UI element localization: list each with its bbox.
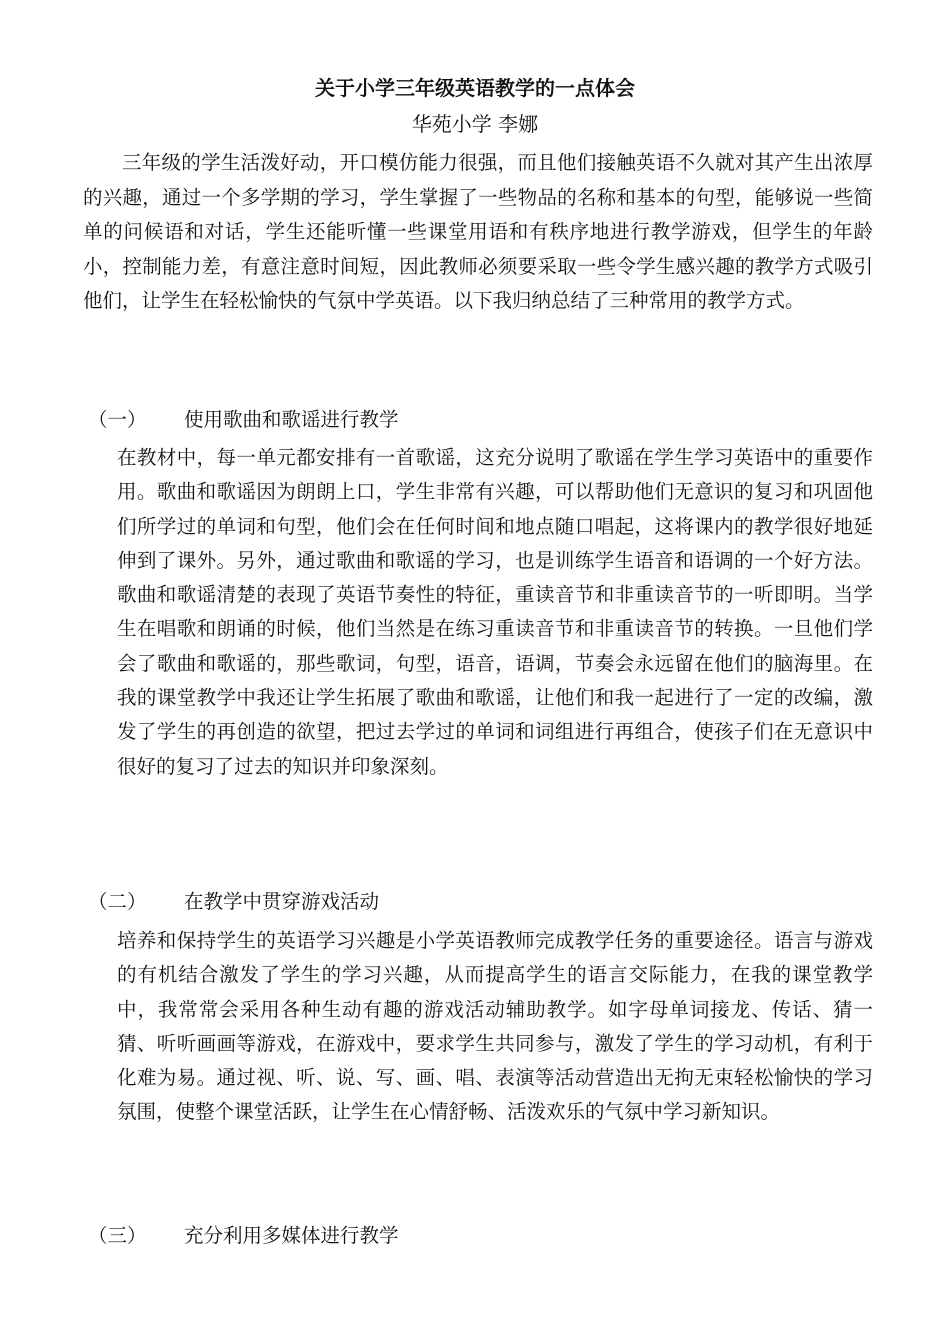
section-number-1: （一）	[88, 408, 147, 431]
section-heading-1	[88, 404, 399, 436]
section-body-2: 培养和保持学生的英语学习兴趣是小学英语教师完成教学任务的重要途径。语言与游戏的有机结合激发了学生的学习兴趣，从而提高学生的语言交际能力，在我的课堂教学中，我常常会采用各种生动有趣的游戏活动辅助教学。如字母单词接龙、传话、猜一猜、听听画画等游戏，在游戏中，要求学生共同参与，激发了学生的学习动机，有利于化难为易。通过视、听、说、写、画、唱、表演等活动营造出无拘无束轻松愉快的学习氛围，使整个课堂活跃，让学生在心情舒畅、活泼欢乐的气氛中学习新知识。	[117, 929, 873, 1124]
document-title: 关于小学三年级英语教学的一点体会	[315, 76, 635, 100]
section-title-1: 使用歌曲和歌谣进行教学	[184, 408, 399, 431]
section-title-2: 在教学中贯穿游戏活动	[184, 890, 380, 913]
section-number-2: （二）	[88, 890, 147, 913]
section-body-1: 在教材中，每一单元都安排有一首歌谣，这充分说明了歌谣在学生学习英语中的重要作用。歌曲和歌谣因为朗朗上口，学生非常有兴趣，可以帮助他们无意识的复习和巩固他们所学过的单词和句型，他们会在任何时间和地点随口唱起，这将课内的教学很好地延伸到了课外。另外，通过歌曲和歌谣的学习，也是训练学生语音和语调的一个好方法。歌曲和歌谣清楚的表现了英语节奏性的特征，重读音节和非重读音节的一听即明。当学生在唱歌和朗诵的时候，他们当然是在练习重读音节和非重读音节的转换。一旦他们学会了歌曲和歌谣的，那些歌词，句型，语音，语调，节奏会永远留在他们的脑海里。在我的课堂教学中我还让学生拓展了歌曲和歌谣，让他们和我一起进行了一定的改编，激发了学生的再创造的欲望，把过去学过的单词和词组进行再组合，使孩子们在无意识中很好的复习了过去的知识并印象深刻。	[117, 446, 873, 778]
section-title-3: 充分利用多媒体进行教学	[184, 1224, 399, 1247]
intro-paragraph: 三年级的学生活泼好动，开口模仿能力很强，而且他们接触英语不久就对其产生出浓厚的兴趣，通过一个多学期的学习，学生掌握了一些物品的名称和基本的句型，能够说一些简单的问候语和对话，学生还能听懂一些课堂用语和有秩序地进行教学游戏，但学生的年龄小，控制能力差，有意注意时间短，因此教师必须要采取一些令学生感兴趣的教学方式吸引他们，让学生在轻松愉快的气氛中学英语。以下我归纳总结了三种常用的教学方式。	[83, 151, 873, 312]
section-heading-2	[88, 886, 379, 918]
section-heading-3	[88, 1220, 399, 1252]
document-author: 华苑小学 李娜	[411, 112, 539, 136]
section-number-3: （三）	[88, 1224, 147, 1247]
